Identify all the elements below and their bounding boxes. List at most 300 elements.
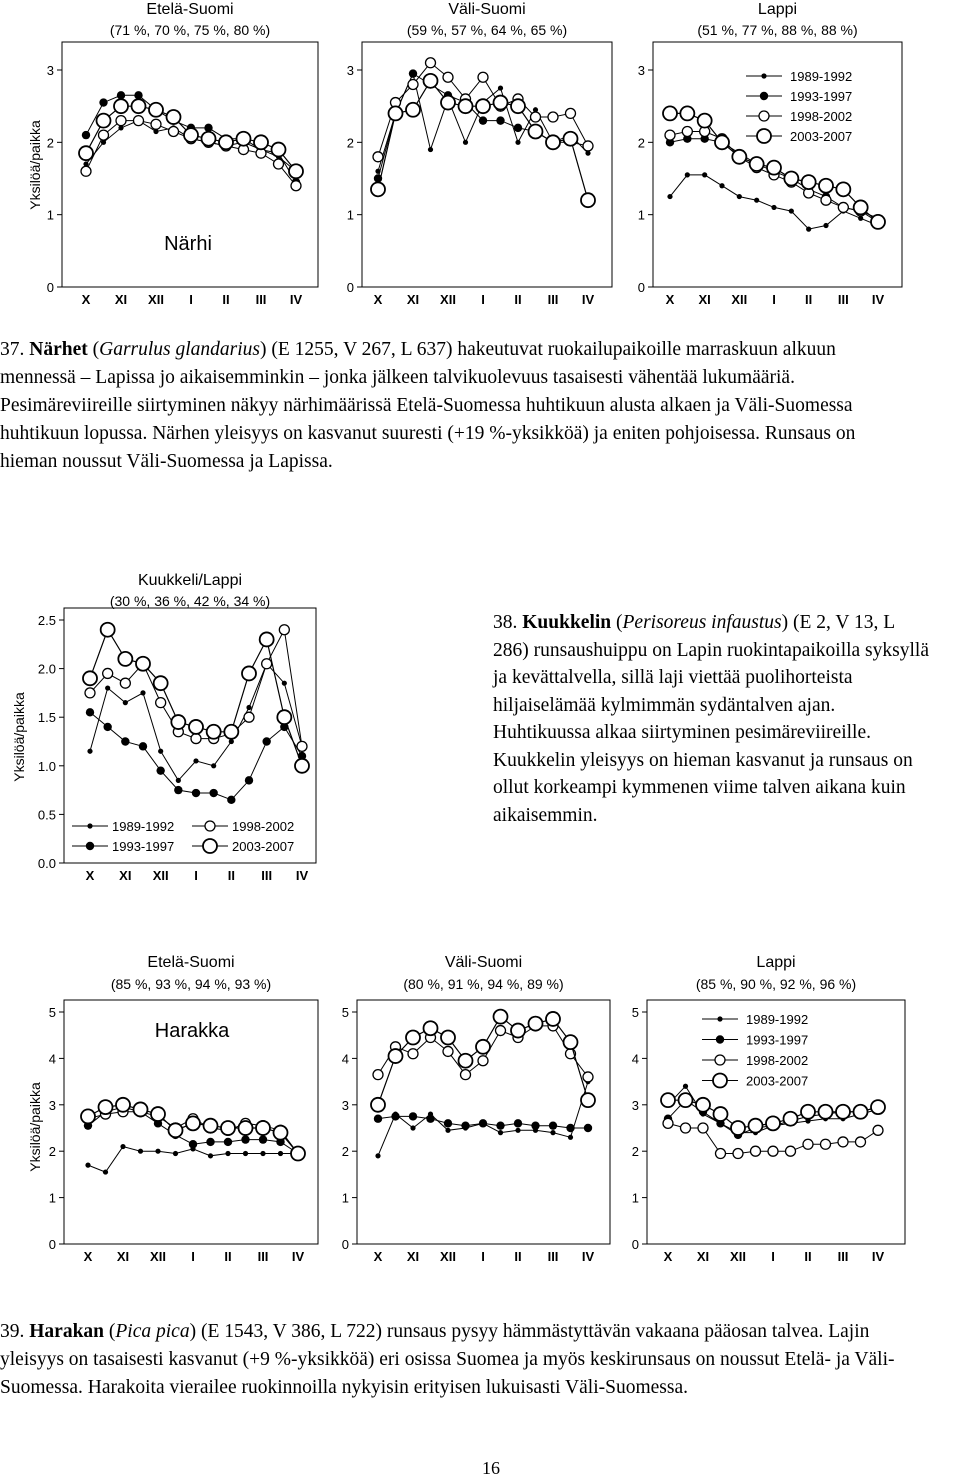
f37-legend-label: 2003-2007 [790,129,853,144]
f38-point [211,763,216,768]
f39-p2-point [478,1056,488,1066]
f39-p2-point [389,1049,403,1063]
f39-p2-point [375,1153,380,1158]
f38-point [139,742,147,750]
f37-p2-ytick-label: 2 [346,135,354,151]
f38-point [121,737,129,745]
f37-p1-xtick-label: II [222,292,230,307]
f37-p3-point [789,208,794,213]
f39-p1-point [208,1153,213,1158]
f39-p1-point [259,1135,267,1143]
f39-p3-xtick-label: I [771,1249,775,1264]
f38-point [140,690,145,695]
f38-ytick-label: 2.5 [37,613,56,628]
f37-p1-xtick-label: IV [289,292,303,307]
f39-p3-point [871,1100,885,1114]
f37-legend-label: 1998-2002 [790,109,853,124]
f39-p1-point [243,1151,248,1156]
f37-p1-point [117,91,125,99]
f39-p1-point [116,1098,130,1112]
f37-p2-point [409,69,417,77]
f37-p2-point [463,140,468,145]
f39-legend-marker [717,1016,722,1021]
f38-point [277,710,291,724]
f37-p3-point [715,135,729,149]
f39-p2-point [445,1128,450,1133]
f39-region-title: Väli-Suomi [444,954,523,971]
f37-percentages: (51 %, 77 %, 88 %, 88 %) [697,22,858,38]
f37-p2-point [424,74,438,88]
f39-p2-point [494,1010,508,1024]
f37-p1-point [167,110,181,124]
f37-p2-point [566,108,576,118]
f38-ytick-label: 2.0 [37,661,56,677]
f39-p3-ytick-label: 5 [631,1005,639,1020]
f39-p2-point [479,1119,487,1127]
f39-p1-xtick-label: XI [116,1249,130,1264]
f39-p1-point [81,1109,95,1123]
f39-p3-point [819,1105,833,1119]
f38-point [85,688,95,698]
f39-p2-point [566,1124,574,1132]
f39-p3-point [696,1098,710,1112]
f39-p2-point [408,1049,418,1059]
f37-p1-point [99,130,109,140]
f37-p3-point [665,130,675,140]
f38-xtick-label: I [194,868,198,883]
f39-p2-ytick-label: 3 [341,1097,349,1113]
f37-p1-point [274,159,284,169]
f39-p1-point [99,1100,113,1114]
f39-p3-point [751,1146,761,1156]
f39-p2-ytick-label: 4 [341,1051,349,1067]
f39-p2-xtick-label: I [481,1249,485,1264]
f37-p2-point [373,152,383,162]
f39-p1-point [169,1123,183,1137]
f37-p3-ytick-label: 0 [637,280,645,295]
f39-p2-ytick-label: 1 [341,1190,349,1206]
f37-p3-point [680,106,694,120]
f39-p1-point [260,1151,265,1156]
f39-p2-point [549,1121,557,1129]
f39-p2-point [461,1121,469,1129]
f37-p1-point [82,131,90,139]
f37-p1-xtick-label: III [255,292,267,307]
f37-p2-point [498,85,503,90]
f38-xtick-label: X [85,868,95,883]
f37-p2-point [406,103,420,117]
f37-legend-marker [761,73,766,78]
f38-point [189,720,203,734]
f39-p2-xtick-label: IV [581,1249,595,1264]
f38-point [244,712,254,722]
f39-p3-point [768,1146,778,1156]
f38-legend-marker [87,823,92,828]
f39-p2-point [581,1093,595,1107]
figure-39-caption: 39. Harakan (Pica pica) (E 1543, V 386, L 722) runsaus pysyy hämmästyttävän vakaana pääosan talvea. Lajin yleisyys on tasaisesti kasvanut (+9 %-yksikköä) eri osissa Suomea ja myös keskirunsaus on noussut Etelä- ja Väli-Suomessa. Harakoita vierailee ruokinnoilla nykyisin erityisen lukuisasti Väli-Suomessa. [0,1321,895,1398]
f37-p3-xtick-label: III [837,292,849,307]
f37-p2-point [428,147,433,152]
f39-p3-point [698,1123,708,1133]
f39-p3-point [856,1137,866,1147]
f37-p1-point [81,166,91,176]
f39-p2-point [391,1112,399,1120]
f39-p1-ytick-label: 4 [48,1051,56,1067]
f39-p1-point [239,1121,253,1135]
f39-legend-marker [716,1035,724,1043]
f37-p1-point [97,114,111,128]
f38-point [101,623,115,637]
f37-p2-xtick-label: I [481,292,485,307]
f39-p2-point [476,1040,490,1054]
f39-p2-point [568,1135,573,1140]
f39-p1-point [278,1151,283,1156]
f37-p3-xtick-label: IV [871,292,885,307]
f37-p3-xtick-label: II [805,292,813,307]
f37-p2-ytick-label: 3 [346,63,354,78]
f39-p2-point [459,1054,473,1068]
f39-p2-point [496,1121,504,1129]
f39-p1-xtick-label: IV [291,1249,305,1264]
f39-p3-point [873,1125,883,1135]
f38-point [192,789,200,797]
f38-ytick-label: 1.0 [37,758,56,774]
f39-p3-ytick-label: 2 [631,1144,639,1160]
f37-p3-point [698,114,712,128]
f37-p3-point [854,200,868,214]
f39-p2-point [406,1031,420,1045]
f37-p3-point [702,172,707,177]
f37-p2-point [408,79,418,89]
f39-p3-xtick-label: II [804,1249,812,1264]
f39-p1-ytick-label: 0 [48,1237,56,1252]
f39-p2-point [374,1115,382,1123]
f37-p3-point [719,183,724,188]
f37-p1-point [202,132,216,146]
f37-p1-xtick-label: XII [148,292,164,307]
f39-p3-point [838,1137,848,1147]
f37-p1-point [114,99,128,113]
f37-p3-point [750,157,764,171]
f39-p3-point [803,1139,813,1149]
f37-p2-point [529,124,543,138]
f39-p1-xtick-label: X [83,1249,93,1264]
f39-p3-ytick-label: 0 [631,1237,639,1252]
f37-p2-point [548,112,558,122]
f37-p2-xtick-label: X [373,292,383,307]
f39-p3-point [784,1112,798,1126]
f38-xtick-label: II [227,868,235,883]
f37-p2-xtick-label: XII [440,292,456,307]
f39-p1-point [186,1116,200,1130]
f39-p1-point [274,1126,288,1140]
f38-point [156,766,164,774]
f37-p2-point [514,124,522,132]
f37-p1-point [116,116,126,126]
f38-point [229,739,234,744]
f37-p3-point [682,126,692,136]
f37-p2-point [511,99,525,113]
f39-p3-point [716,1149,726,1159]
f38-point [120,678,130,688]
f38-point [227,796,235,804]
f39-p1-ytick-label: 2 [48,1144,56,1160]
f39-p1-point [155,1149,160,1154]
f38-point [224,725,238,739]
f39-region-title: Lappi [756,954,796,971]
f37-p2-ytick-label: 0 [346,280,354,295]
f38-point [297,741,307,751]
f37-p1-ytick-label: 0 [46,280,54,295]
f38-xtick-label: XII [152,868,169,883]
f38-point [105,685,110,690]
f39-p1-point [151,1107,165,1121]
f38-point [295,759,309,773]
f39-p1-point [189,1140,197,1148]
f37-legend-marker [759,111,769,121]
f37-p1-xtick-label: X [81,292,91,307]
f38-legend-label: 2003-2007 [232,839,295,854]
f39-p1-ytick-label: 1 [48,1190,56,1206]
f38-ytick-label: 0.0 [37,856,56,871]
f37-p2-ytick-label: 1 [346,207,354,223]
f39-p1-point [204,1119,218,1133]
f39-p2-point [511,1024,525,1038]
f37-legend-marker [760,92,768,100]
f38-point [158,749,163,754]
f39-p2-point [498,1130,503,1135]
f38-point [136,657,150,671]
f37-p1-point [291,181,301,191]
f39-legend-label: 1989-1992 [746,1012,809,1027]
f39-legend-marker [715,1055,725,1065]
f37-p3-point [806,227,811,232]
f37-p2-point [564,132,578,146]
f38-point [83,671,97,685]
f39-p2-xtick-label: XI [406,1249,420,1264]
f39-p1-point [173,1151,178,1156]
f39-p3-xtick-label: XII [730,1249,746,1264]
f37-p2-xtick-label: III [547,292,559,307]
f39-p2-point [583,1072,593,1082]
f37-p1-point [254,135,268,149]
f39-p2-point [564,1035,578,1049]
f38-point [123,700,128,705]
f38-legend-marker [86,842,94,850]
f39-species-label: Harakka [154,1020,230,1042]
f38-point [87,749,92,754]
f39-p2-ytick-label: 5 [341,1005,349,1020]
f38-legend-marker [205,821,215,831]
f37-p3-xtick-label: XII [731,292,748,307]
f37-p1-point [134,116,144,126]
f37-p2-point [441,96,455,110]
f39-p1-ytick-label: 3 [48,1097,56,1113]
f39-p3-ytick-label: 3 [631,1097,639,1113]
f37-p3-point [821,195,831,205]
f39-p1-point [291,1147,305,1161]
f39-p3-point [683,1084,688,1089]
f38-point [193,758,198,763]
f39-p1-point [206,1138,214,1146]
f39-p3-ytick-label: 4 [631,1051,639,1067]
f37-p1-ytick-label: 2 [46,135,54,151]
f37-p2-point [581,193,595,207]
f38-point [171,715,185,729]
f38-point [209,789,217,797]
f38-point [86,708,94,716]
f38-legend-label: 1989-1992 [112,819,175,834]
f37-p2-point [546,135,560,149]
f37-p2-point [476,99,490,113]
f37-p3-point [802,175,816,189]
f39-p2-point [514,1119,522,1127]
f39-p2-xtick-label: III [547,1249,559,1264]
f38-point [154,676,168,690]
f37-species-label: Närhi [164,233,212,255]
f39-p2-ytick-label: 2 [341,1144,349,1160]
f39-p1-point [221,1121,235,1135]
figure-37-caption: 37. Närhet (Garrulus glandarius) (E 1255, V 267, L 637) hakeutuvat ruokailupaikoille marraskuun alkuun mennessä – Lapissa jo aikaisemminkin – jonka jälkeen talvikuolevuus tasaisesti vähentää lukumääriä. Pesimäreviireille siirtyminen näkyy närhimäärissä Etelä-Suomessa huhtikuun alusta alkaen ja Väli-Suomessa huhtikuun lopussa. Närhen yleisyys on kasvanut suuresti (+19 %-yksikköä) ja eniten pohjoisessa. Runsaus on hieman noussut Väli-Suomessa ja Lapissa. [0,339,856,472]
f37-p1-point [184,128,198,142]
f37-p1-point [134,91,142,99]
f37-p2-point [443,72,453,82]
f37-p3-point [732,150,746,164]
f37-p2-xtick-label: IV [581,292,595,307]
f37-p1-point [151,119,161,129]
f39-p1-point [225,1151,230,1156]
f37-region-title: Väli-Suomi [448,1,526,18]
f39-p1-point [138,1149,143,1154]
f38-title: Kuukkeli/Lappi [137,572,243,589]
f37-p3-point [667,194,672,199]
f38-point [246,705,251,710]
f39-p2-xtick-label: XII [440,1249,456,1264]
f38-percentages: (30 %, 36 %, 42 %, 34 %) [109,593,271,609]
f37-p1-point [219,135,233,149]
f39-p1-xtick-label: I [191,1249,195,1264]
f39-p1-ytick-label: 5 [48,1005,56,1020]
f37-p3-point [836,182,850,196]
f39-p3-point [714,1107,728,1121]
f39-p3-point [836,1105,850,1119]
f37-p3-point [823,223,828,228]
f38-xtick-label: IV [295,868,309,883]
f37-p3-xtick-label: I [772,292,776,307]
f38-point [174,786,182,794]
f37-p3-ytick-label: 1 [637,207,645,223]
f39-p2-point [546,1012,560,1026]
f39-p2-point [409,1112,417,1120]
f37-p2-point [531,112,541,122]
f39-p2-point [550,1130,555,1135]
f37-p2-point [583,141,593,151]
f38-point [118,652,132,666]
f39-p3-ytick-label: 1 [631,1190,639,1206]
f37-p3-point [685,172,690,177]
f39-p1-point [134,1102,148,1116]
f39-p3-xtick-label: IV [871,1249,885,1264]
f39-p2-xtick-label: X [373,1249,383,1264]
f38-point [282,681,287,686]
f39-p1-xtick-label: XII [150,1249,166,1264]
f37-region-title: Lappi [757,1,798,18]
f39-p3-point [681,1123,691,1133]
f38-point [245,776,253,784]
f37-legend-label: 1993-1997 [790,89,853,104]
f38-point [156,698,166,708]
f37-percentages: (59 %, 57 %, 64 %, 65 %) [406,22,568,38]
f39-p3-point [731,1121,745,1135]
f38-xtick-label: XI [119,868,132,883]
f38-point [260,632,274,646]
page-number: 16 [482,1458,500,1478]
f37-p3-point [871,215,885,229]
f39-p3-point [733,1149,743,1159]
f39-p3-point [679,1093,693,1107]
f39-p2-point [410,1125,415,1130]
f39-p2-point [424,1021,438,1035]
f37-p1-ytick-label: 3 [46,63,54,78]
f38-ytick-label: 1.5 [37,710,56,726]
f37-percentages: (71 %, 70 %, 75 %, 80 %) [109,22,271,38]
f38-legend-label: 1993-1997 [112,839,175,854]
f37-p2-point [426,58,436,68]
f37-legend-label: 1989-1992 [790,69,853,84]
f39-ylabel: Yksilöä/paikka [27,1082,43,1172]
f37-p3-point [771,205,776,210]
f37-p2-xtick-label: II [514,292,522,307]
f39-p1-xtick-label: II [224,1249,232,1264]
f39-p2-point [426,1115,434,1123]
f37-p1-xtick-label: XI [114,292,128,307]
f39-p3-point [821,1139,831,1149]
f37-p2-xtick-label: XI [406,292,420,307]
f39-p3-point [663,1118,673,1128]
f39-p1-point [224,1138,232,1146]
f38-legend-label: 1998-2002 [232,819,295,834]
f37-p1-point [204,124,212,132]
f37-p1-xtick-label: I [189,292,193,307]
f37-p2-point [459,99,473,113]
f38-point [207,725,221,739]
f37-p2-point [479,116,487,124]
f37-ylabel: Yksilöä/paikka [27,120,43,210]
f37-p3-ytick-label: 3 [637,63,645,78]
f37-p1-point [132,99,146,113]
f38-point [103,723,111,731]
f39-p2-point [371,1098,385,1112]
f39-legend-label: 1998-2002 [746,1053,809,1068]
f38-point [176,778,181,783]
f38-point [242,666,256,680]
f39-p1-point [120,1144,125,1149]
f39-legend-label: 1993-1997 [746,1032,809,1048]
f38-xtick-label: III [261,868,273,883]
f39-p2-point [441,1031,455,1045]
f39-legend-label: 2003-2007 [746,1073,809,1089]
f37-p3-point [838,202,848,212]
f37-p3-xtick-label: X [665,292,675,307]
f37-legend-marker [757,129,771,143]
f39-p1-point [85,1163,90,1168]
f37-p1-point [99,98,107,106]
f37-p3-point [754,198,759,203]
f37-p2-point [478,72,488,82]
f39-p2-point [461,1070,471,1080]
f39-p2-point [529,1017,543,1031]
f39-p2-point [584,1124,592,1132]
